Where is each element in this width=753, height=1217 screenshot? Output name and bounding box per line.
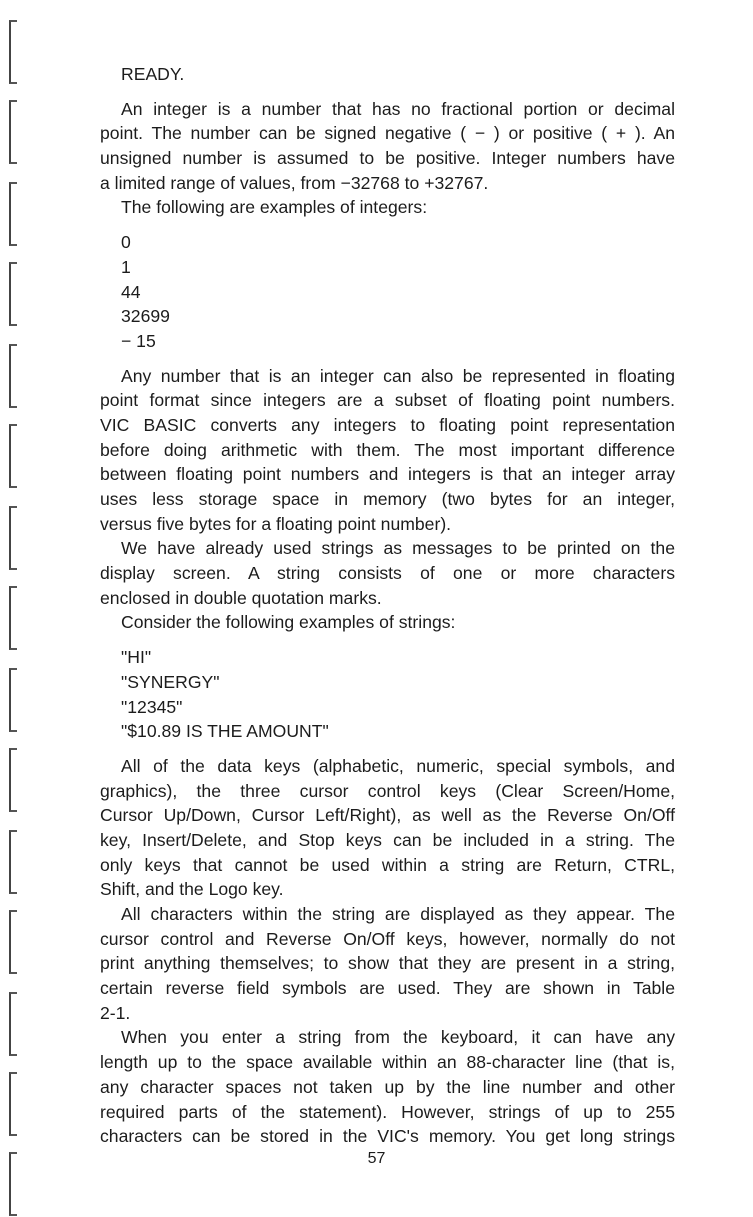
text-line: characters can be stored in the VIC's memory. You get long strings <box>100 1126 675 1147</box>
binding-mark <box>9 910 17 974</box>
binding-mark <box>9 992 17 1056</box>
paragraph-display <box>100 902 675 1025</box>
text-line: We have already used strings as messages to be printed on the <box>121 538 675 559</box>
text-line: between floating point numbers and integers is that an integer array <box>100 464 675 485</box>
text-line: When you enter a string from the keyboard, it can have any <box>121 1027 675 1048</box>
text-line: unsigned number is assumed to be positive. Integer numbers have <box>100 148 675 169</box>
text-line: Shift, and the Logo key. <box>100 879 284 900</box>
list-item: 1 <box>121 256 131 277</box>
binding-mark <box>9 506 17 570</box>
paragraph-integer-definition <box>100 97 675 196</box>
list-item: "SYNERGY" <box>121 671 220 692</box>
paragraph-data-keys <box>100 754 675 902</box>
text-line: key, Insert/Delete, and Stop keys can be included in a string. The <box>100 829 675 850</box>
text-line: print anything themselves; to show that they are present in a string, <box>100 953 675 974</box>
list-item: "HI" <box>121 647 152 668</box>
text-line: cursor control and Reverse On/Off keys, however, normally do not <box>100 928 675 949</box>
integer-examples-list <box>100 230 675 353</box>
text-line: 2-1. <box>100 1002 131 1023</box>
text-line: required parts of the statement). However, strings of up to 255 <box>100 1101 675 1122</box>
text-line: display screen. A string consists of one or more characters <box>100 563 675 584</box>
text-line: uses less storage space in memory (two bytes for an integer, <box>100 489 675 509</box>
text-line: a limited range of values, from −32768 to +32767. <box>100 172 489 193</box>
paragraph-string-examples-intro: Consider the following examples of strings: <box>121 612 456 633</box>
paragraph-strings <box>100 536 675 610</box>
text-line: before doing arithmetic with them. The most important difference <box>100 439 675 460</box>
binding-mark <box>9 424 17 488</box>
binding-mark <box>9 668 17 732</box>
list-item: 44 <box>121 281 141 302</box>
text-line: Cursor Up/Down, Cursor Left/Right), as well as the Reverse On/Off <box>100 805 675 826</box>
text-line: versus five bytes for a floating point number). <box>100 513 452 534</box>
list-item: − 15 <box>121 330 156 351</box>
binding-mark <box>9 262 17 326</box>
text-line: An integer is a number that has no fractional portion or decimal <box>121 98 675 119</box>
list-item: 0 <box>121 232 131 253</box>
text-line: point. The number can be signed negative ( − ) or positive ( + ). An <box>100 123 675 144</box>
text-line: any character spaces not taken up by the line number and other <box>100 1076 675 1097</box>
text-line: All characters within the string are displayed as they appear. The <box>121 904 675 924</box>
text-line: VIC BASIC converts any integers to floating point representation <box>100 414 675 435</box>
list-item: 32699 <box>121 306 170 327</box>
text-line: Any number that is an integer can also be represented in floating <box>121 365 675 386</box>
paragraph-string-length <box>100 1025 675 1148</box>
binding-mark <box>9 100 17 164</box>
list-item: "$10.89 IS THE AMOUNT" <box>121 721 329 742</box>
paragraph-integer-examples-intro: The following are examples of integers: <box>121 197 428 218</box>
text-line: length up to the space available within an 88-character line (that is, <box>100 1052 675 1073</box>
binding-mark <box>9 344 17 408</box>
list-item: "12345" <box>121 696 183 717</box>
text-line: point format since integers are a subset of floating point numbers. <box>100 390 675 411</box>
text-line: only keys that cannot be used within a string are Return, CTRL, <box>100 854 675 875</box>
binding-mark <box>9 586 17 650</box>
string-examples-list <box>100 645 675 744</box>
ready-prompt: READY. <box>121 64 185 84</box>
text-line: All of the data keys (alphabetic, numeric, special symbols, and <box>121 755 675 776</box>
text-line: enclosed in double quotation marks. <box>100 587 382 608</box>
binding-mark <box>9 748 17 812</box>
binding-mark <box>9 830 17 894</box>
text-line: graphics), the three cursor control keys (Clear Screen/Home, <box>100 780 675 801</box>
paragraph-floating-point <box>100 364 675 537</box>
text-line: certain reverse field symbols are used. They are shown in Table <box>100 978 675 999</box>
binding-mark <box>9 20 17 84</box>
page-number: 57 <box>367 1150 386 1167</box>
binding-mark <box>9 182 17 246</box>
binding-mark <box>9 1072 17 1136</box>
page-body <box>100 62 675 1149</box>
